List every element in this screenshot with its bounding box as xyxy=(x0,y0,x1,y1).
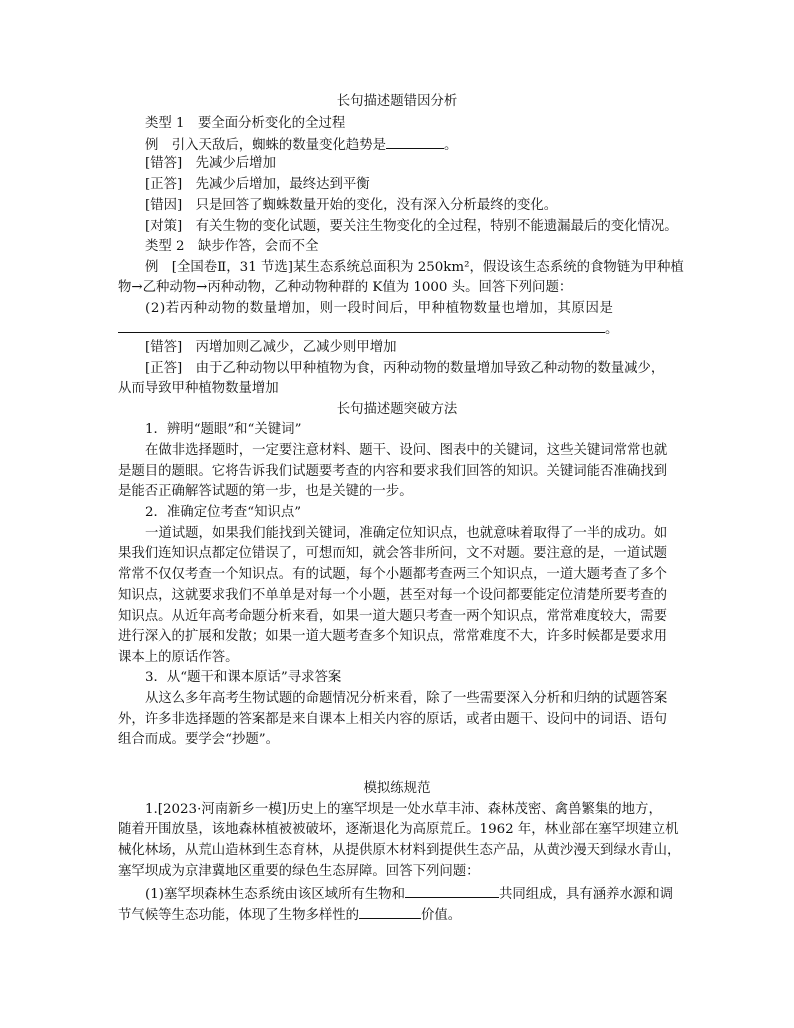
method3-header: 3．从“题干和课本原话”寻求答案 xyxy=(145,670,342,685)
example1-error-cause: [错因] 只是回答了蜘蛛数量开始的变化，没有深入分析最终的变化。 xyxy=(145,198,558,213)
method2-para-line2: 果我们连知识点都定位错误了，可想而知，就会答非所问，文不对题。要注意的是，一道试题 xyxy=(118,546,668,561)
question1-sub1-text-cont: 共同组成，具有涵养水源和调 xyxy=(499,887,674,902)
question1-line1: 1.[2023·河南新乡一模]历史上的塞罕坝是一处水草丰沛、森林茂密、禽兽繁集的地方， xyxy=(145,802,662,817)
method2-para-line5: 知识点。从近年高考命题分析来看，如果一道大题只考查一两个知识点，常常难度较大，需要 xyxy=(118,609,668,624)
example1-correct-answer: [正答] 先减少后增加，最终达到平衡 xyxy=(145,177,370,192)
example1-question-end: 。 xyxy=(444,138,458,153)
answer-blank xyxy=(405,883,499,898)
example2-wrong-answer: [错答] 丙增加则乙减少，乙减少则甲增加 xyxy=(145,340,397,355)
method2-para-line3: 常常不仅仅考查一个知识点。有的试题，每个小题都考查两三个知识点，一道大题考查了多个 xyxy=(118,567,668,582)
question1-sub1-text: (1)塞罕坝森林生态系统由该区域所有生物和 xyxy=(145,887,405,902)
example2-correct-answer-line1: [正答] 由于乙种动物以甲种植物为食，丙种动物的数量增加导致乙种动物的数量减少， xyxy=(145,361,665,376)
method2-para-line4: 知识点，这就要求我们不单单是对每一个小题，甚至对每一个设问都要能定位清楚所要考查的 xyxy=(118,588,668,603)
example1-question-text: 例 引入天敌后，蜘蛛的数量变化趋势是 xyxy=(145,138,387,153)
example2-line1: 例 [全国卷Ⅱ，31 节选]某生态系统总面积为 250km²，假设该生态系统的食物链为甲种植 xyxy=(145,260,684,275)
method3-para-line3: 组合而成。要学会“抄题”。 xyxy=(118,732,279,747)
example2-answer-end: 。 xyxy=(605,322,619,337)
type2-header: 类型 2 缺步作答，会而不全 xyxy=(145,239,319,254)
method2-header: 2．准确定位考查“知识点” xyxy=(145,505,302,520)
method1-para-line1: 在做非选择题时，一定要注意材料、题干、设问、图表中的关键词，这些关键词常常也就 xyxy=(145,443,668,458)
method2-para-line6: 进行深入的扩展和发散；如果一道大题考查多个知识点，常常难度不大，许多时候都是要求用 xyxy=(118,629,668,644)
question1-sub1-line2-text: 节气候等生态功能，体现了生物多样性的 xyxy=(118,908,360,923)
example1-question xyxy=(145,134,705,156)
type1-header: 类型 1 要全面分析变化的全过程 xyxy=(145,116,346,131)
method3-para-line1: 从这么多年高考生物试题的命题情况分析来看，除了一些需要深入分析和归纳的试题答案 xyxy=(145,691,668,706)
answer-blank xyxy=(359,904,421,919)
example2-correct-answer-line2: 从而导致甲种植物数量增加 xyxy=(118,381,279,396)
question1-sub1-line2-end: 价值。 xyxy=(421,908,462,923)
question1-sub1-line2 xyxy=(118,904,678,926)
question1-sub1-line1 xyxy=(145,883,705,905)
answer-blank xyxy=(118,318,605,333)
method3-para-line2: 外，许多非选择题的答案都是来自课本上相关内容的原话，或者由题干、设问中的词语、语句 xyxy=(118,712,668,727)
method2-para-line1: 一道试题，如果我们能找到关键词，准确定位知识点，也就意味着取得了一半的成功。如 xyxy=(145,526,668,541)
section-title-practice: 模拟练规范 xyxy=(363,781,431,796)
question1-line3: 械化林场，从荒山造林到生态育林，从提供原木材料到提供生态产品，从黄沙漫天到绿水青山， xyxy=(118,843,681,858)
method1-para-line2: 是题目的题眼。它将告诉我们试题要考查的内容和要求我们回答的知识。关键词能否准确找到 xyxy=(118,464,668,479)
method1-para-line3: 是能否正确解答试题的第一步，也是关键的一步。 xyxy=(118,484,413,499)
method1-header: 1．辨明“题眼”和“关键词” xyxy=(145,422,302,437)
example1-strategy: [对策] 有关生物的变化试题，要关注生物变化的全过程，特别不能遗漏最后的变化情况。 xyxy=(145,219,678,234)
question1-line2: 随着开围放垦，该地森林植被被破坏，逐渐退化为高原荒丘。1962 年，林业部在塞罕坝建立机 xyxy=(118,822,679,837)
answer-blank xyxy=(386,134,444,149)
example2-answer-line xyxy=(118,318,678,340)
section-title-methods: 长句描述题突破方法 xyxy=(336,402,458,417)
example2-subquestion: (2)若丙种动物的数量增加，则一段时间后，甲种植物数量也增加，其原因是 xyxy=(145,301,614,316)
section-title-error-analysis: 长句描述题错因分析 xyxy=(336,94,458,109)
method2-para-line7: 课本上的原话作答。 xyxy=(118,650,239,665)
question1-line4: 塞罕坝成为京津冀地区重要的绿色生态屏障。回答下列问题： xyxy=(118,864,480,879)
example1-wrong-answer: [错答] 先减少后增加 xyxy=(145,156,276,171)
example2-line2: 物→乙种动物→丙种动物，乙种动物种群的 K值为 1000 头。回答下列问题： xyxy=(118,280,573,295)
